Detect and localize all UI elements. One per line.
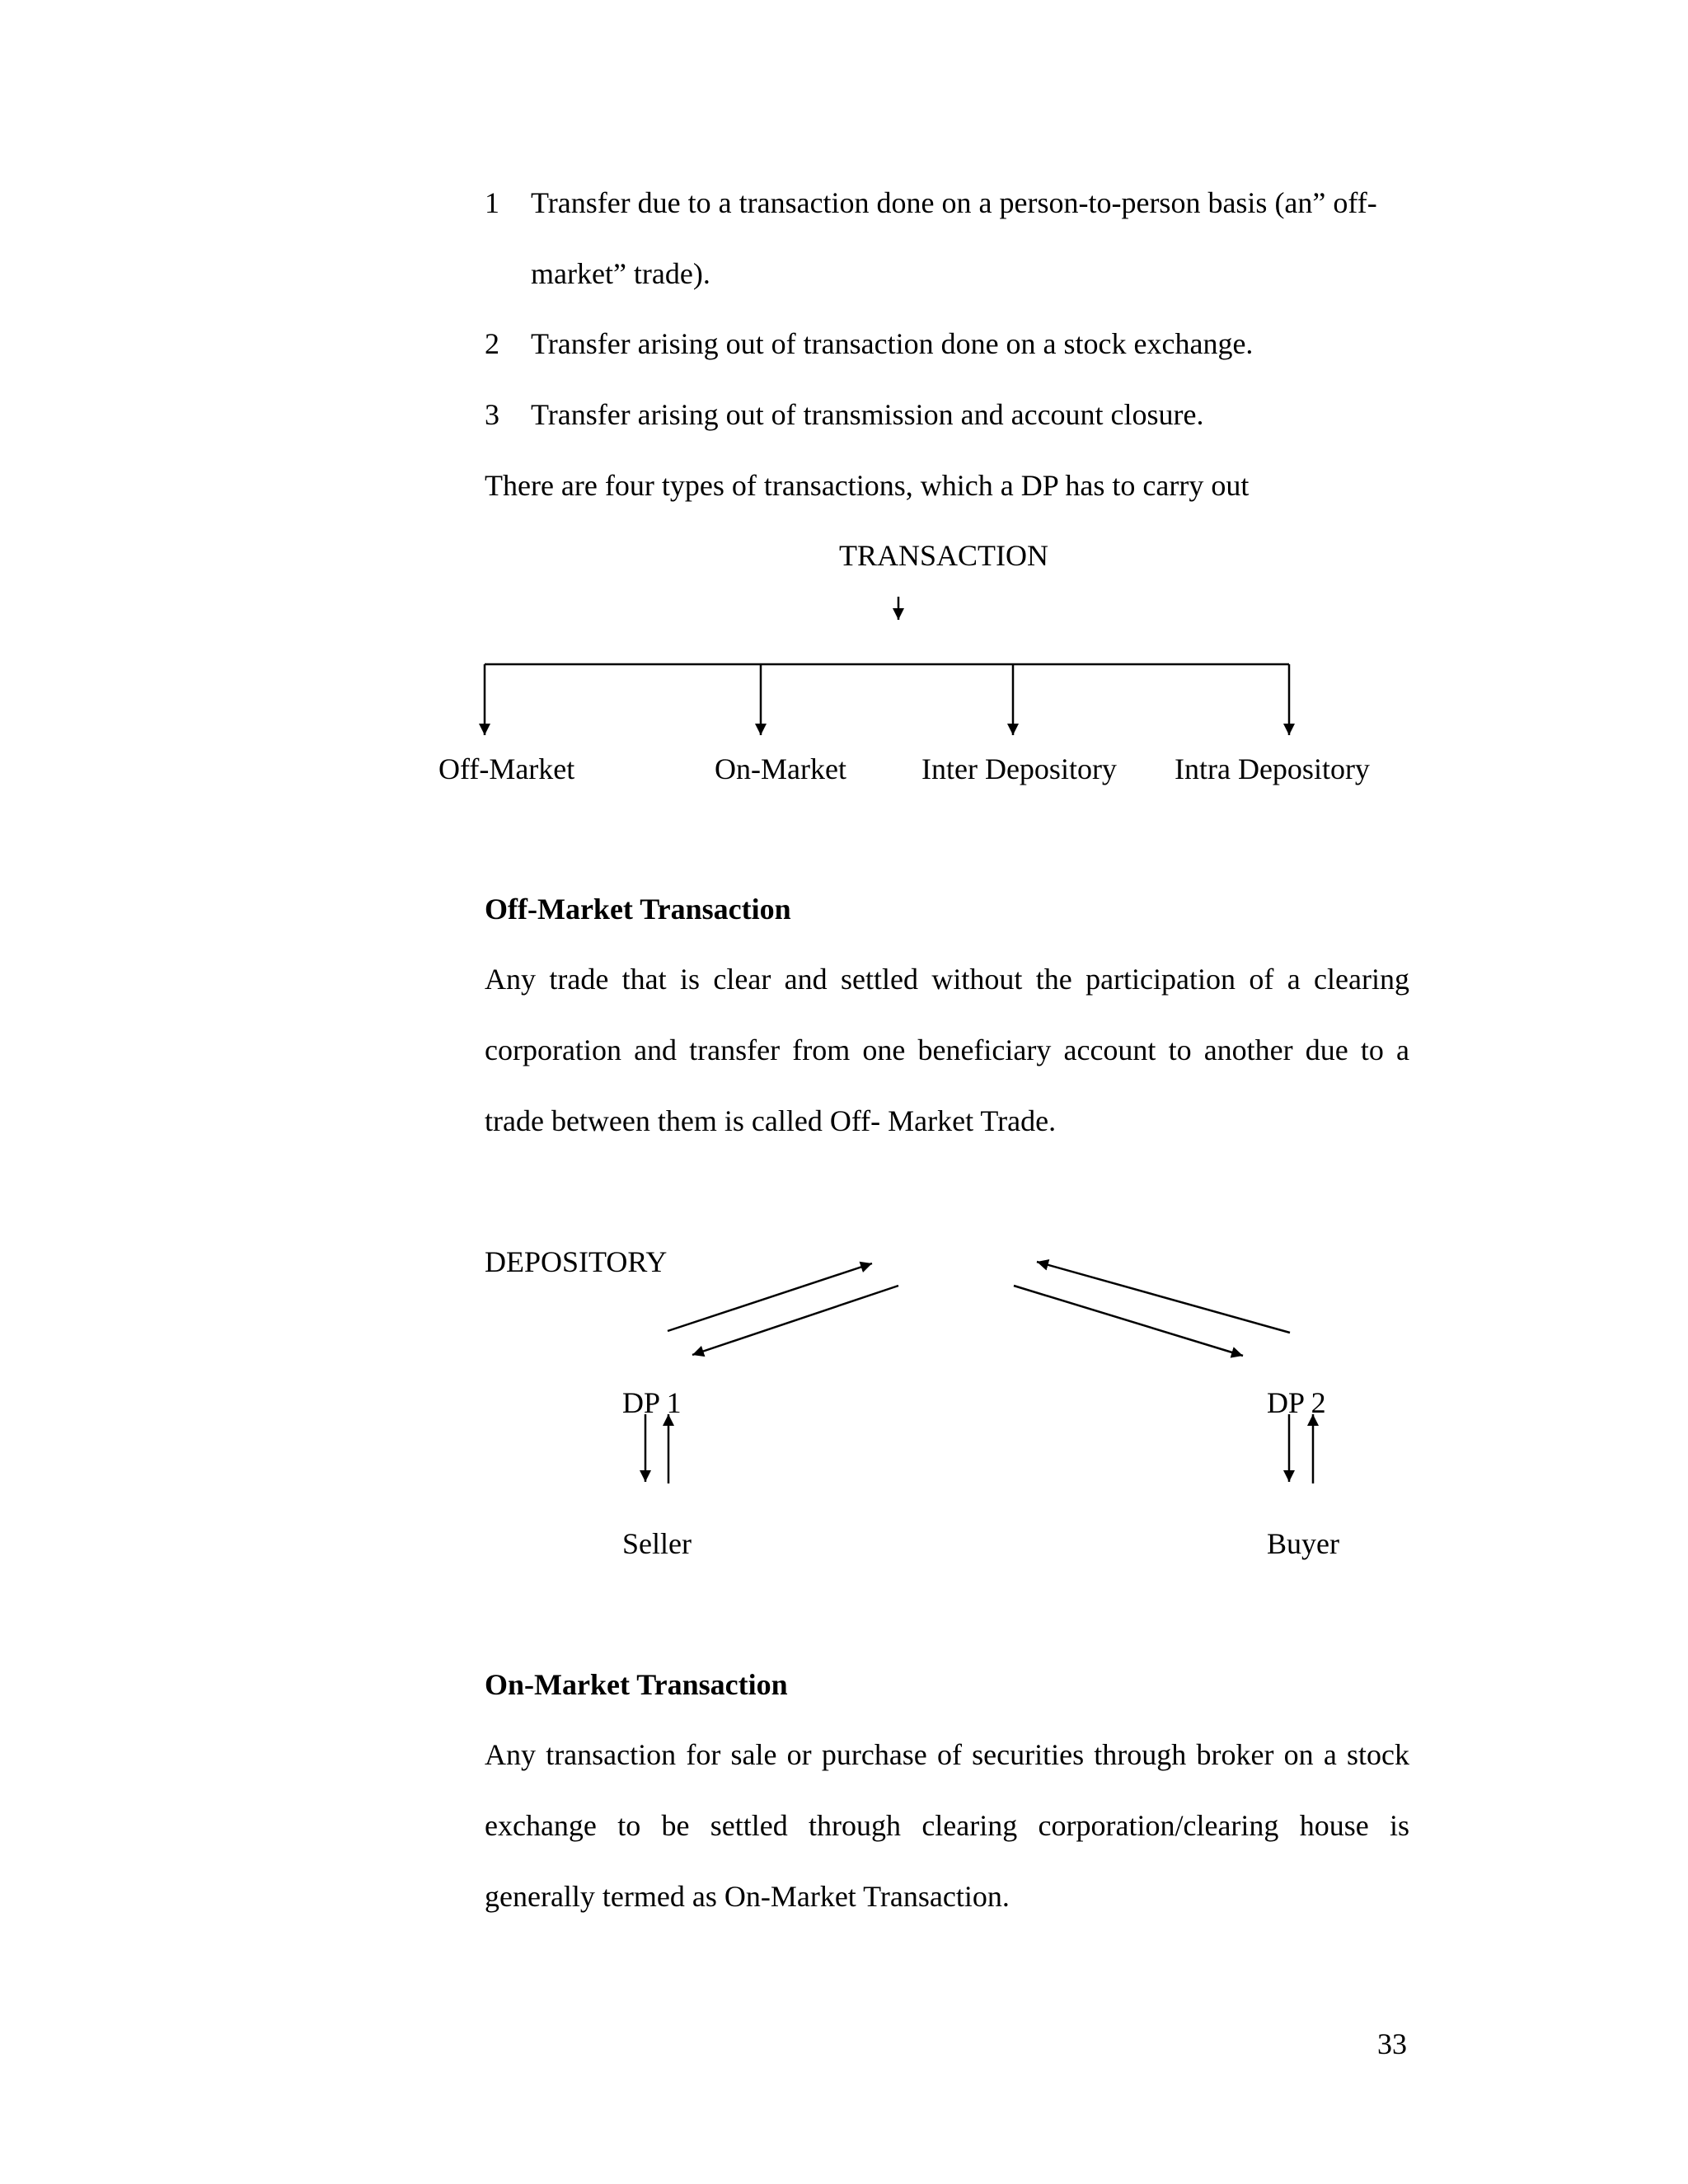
paragraph-line: corporation and transfer from one beneficiary account to another due to a: [485, 1033, 1409, 1066]
dp2-label: DP 2: [1267, 1386, 1326, 1419]
depository-label: DEPOSITORY: [485, 1245, 668, 1278]
paragraph-line: generally termed as On-Market Transaction.: [485, 1880, 1010, 1913]
branch-label-intra-depository: Intra Depository: [1175, 752, 1370, 785]
list-number: 1: [485, 186, 499, 219]
paragraph-line: Any transaction for sale or purchase of securities through broker on a stock: [485, 1738, 1409, 1771]
list-text: Transfer arising out of transmission and account closure.: [531, 398, 1204, 431]
list-text: Transfer due to a transaction done on a person-to-person basis (an” off-: [531, 186, 1377, 219]
intro-paragraph: There are four types of transactions, which a DP has to carry out: [485, 469, 1250, 502]
branch-label-inter-depository: Inter Depository: [921, 752, 1117, 785]
paragraph-line: Any trade that is clear and settled without the participation of a clearing: [485, 963, 1409, 996]
dp2-to-depository-arrow: [1037, 1262, 1290, 1333]
branch-label-on-market: On-Market: [715, 752, 846, 785]
list-number: 3: [485, 398, 499, 431]
section-heading-off-market: Off-Market Transaction: [485, 893, 791, 926]
list-text-continued: market” trade).: [531, 257, 710, 290]
diagram-root-label: TRANSACTION: [839, 539, 1049, 572]
buyer-label: Buyer: [1267, 1527, 1339, 1560]
section-heading-on-market: On-Market Transaction: [485, 1668, 788, 1701]
paragraph-line: exchange to be settled through clearing corporation/clearing house is: [485, 1809, 1409, 1842]
dp1-to-depository-arrow: [668, 1263, 872, 1331]
depository-to-dp2-arrow: [1014, 1286, 1243, 1356]
dp1-label: DP 1: [622, 1386, 682, 1419]
paragraph-line: trade between them is called Off- Market Trade.: [485, 1104, 1057, 1137]
depository-to-dp1-arrow: [692, 1286, 898, 1355]
seller-label: Seller: [622, 1527, 692, 1560]
page-number: 33: [1377, 2027, 1407, 2060]
list-number: 2: [485, 327, 499, 360]
branch-label-off-market: Off-Market: [438, 752, 575, 785]
list-text: Transfer arising out of transaction done on a stock exchange.: [531, 327, 1254, 360]
